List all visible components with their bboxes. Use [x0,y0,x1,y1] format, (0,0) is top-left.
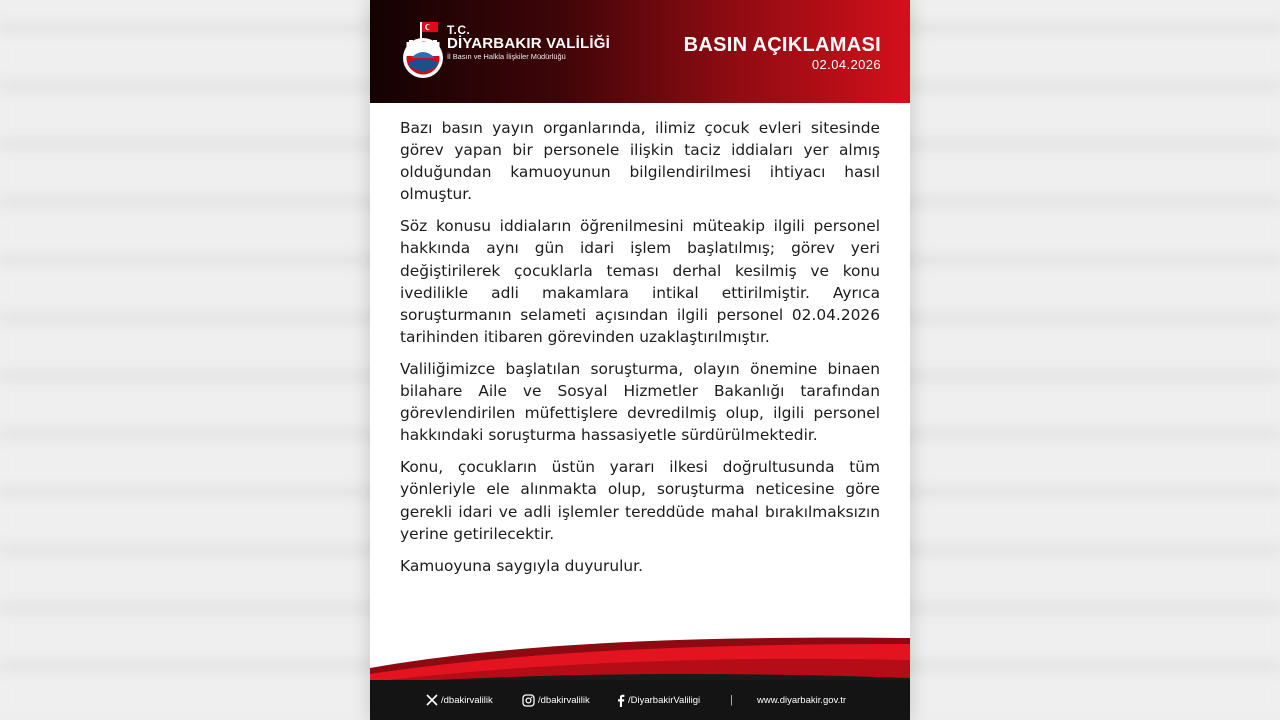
facebook-handle: /DiyarbakirValiligi [628,694,701,706]
instagram-icon [522,694,535,707]
logo-subtitle: İl Basın ve Halkla İlişkiler Müdürlüğü [447,52,566,61]
document-header [370,0,910,103]
logo-text-block [447,24,610,62]
footer-x-link[interactable] [426,680,493,720]
press-release-title: BASIN AÇIKLAMASI [683,34,881,56]
footer-social-bar [370,680,910,720]
footer-wave-decoration [370,632,910,684]
instagram-handle: /dbakirvalilik [538,694,590,706]
footer-instagram-link[interactable] [522,680,590,720]
press-release-document [370,0,910,720]
logo-tc-label: T.C. [447,23,471,37]
footer-separator: | [730,694,733,706]
paragraph-4: Konu, çocukların üstün yararı ilkesi doğrultusunda tüm yönleriyle ele alınmakta olup, soruşturma neticesine göre gerekli idari ve adli işlemler tereddüde mahal bırakılmaksızın yerine getirilecektir. [400,458,880,543]
paragraph-1: Bazı basın yayın organlarında, ilimiz çocuk evleri sitesinde görev yapan bir personele ilişkin taciz iddiaları yer almış olduğundan kamuoyunun bilgilendirilmesi ihtiyacı hasıl olmuştur. [400,119,880,204]
press-release-date: 02.04.2026 [811,57,881,72]
diyarbakir-governorship-logo-icon [398,18,448,82]
x-handle: /dbakirvalilik [441,694,493,706]
paragraph-5: Kamuoyuna saygıyla duyurulur. [400,556,643,575]
logo-title: DİYARBAKIR VALİLİĞİ [447,35,610,52]
footer-facebook-link[interactable] [616,680,700,720]
website-url: www.diyarbakir.gov.tr [757,694,847,706]
paragraph-3: Valiliğimizce başlatılan soruşturma, olayın önemine binaen bilahare Aile ve Sosyal Hizmetler Bakanlığı tarafından görevlendirilen müfettişlere devredilmiş olup, ilgili personel hakkındaki soruşturma hassasiyetle sürdürülmektedir. [400,359,880,445]
facebook-icon [616,694,625,707]
x-twitter-icon [426,694,438,706]
press-release-body [400,117,880,587]
footer-website-link[interactable] [757,680,846,720]
paragraph-2: Söz konusu iddiaların öğrenilmesini müteakip ilgili personel hakkında aynı gün idari işlem başlatılmış; görev yeri değiştirilerek çocuklarla teması derhal kesilmiş ve konu ivedilikle adli makamlara intikal ettirilmiştir. Ayrıca soruşturmanın selameti açısından ilgili personel 02.04.2026 tarihinden itibaren görevinden uzaklaştırılmıştır. [400,217,880,346]
